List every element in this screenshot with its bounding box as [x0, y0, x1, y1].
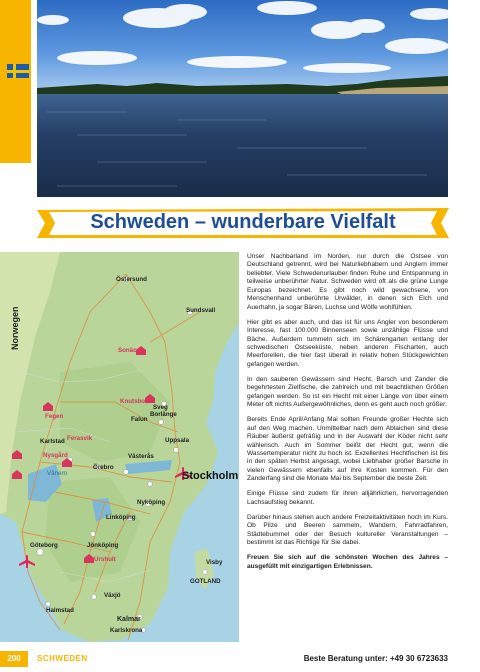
sweden-map [0, 252, 239, 642]
map-place-label: Örebro [93, 464, 114, 471]
title-banner [37, 208, 449, 238]
paragraph: Einige Flüsse sind zudem für ihren alljährlichen, hervorragenden Lachsaufstieg bekannt. [247, 490, 448, 506]
map-place-label: Borlänge [150, 411, 177, 418]
map-place-label: Sveg [153, 404, 168, 411]
page-footer [0, 651, 480, 667]
map-place-label: Västerås [128, 453, 154, 460]
paragraph: Unser Nachbarland im Norden, nur durch die Ostsee von Deutschland getrennt, wird bei Naturliebhabern und Anglern immer beliebter. Viele Schwedenurlauber finden Ruhe und Entspannung in teilweise unberührter Natur. Schweden wird oft als die grüne Lunge Europas bezeichnet. Es gibt noch wild gewachsene, von Menschenhand unberührte Urwälder, in denen sich Elch und Auerhahn, ja sogar Bären, Luchse und Wölfe wohlfühlen. [247, 253, 448, 311]
paragraph: Hier gibt es aber auch, und das ist für uns Angler von besonderem Interesse, fast 100.000 Binnenseen sowie unzählige Flüsse und Bäche. Außerdem tummeln sich im Schärengarten entlang der schwedischen Ostseeküste, neben anderen Fischarten, auch Meerforellen, die hier fast überall in relativ hohen Stückgewichten gefangen werden. [247, 318, 448, 368]
lake-photo [37, 0, 448, 197]
map-place-label: Karlskrona [110, 627, 143, 634]
map-place-label: Knutsbo [120, 398, 146, 405]
map-place-label: Sonäo [118, 347, 137, 354]
map-place-label: Östersund [116, 276, 147, 283]
map-place-label: Växjö [104, 592, 121, 599]
article-text [247, 253, 448, 577]
map-place-label-capital: Stockholm [182, 470, 239, 482]
page-number: 200 [0, 651, 28, 667]
section-tab-label: SCHWEDEN [5, 80, 17, 154]
map-place-label: Uppsala [165, 437, 190, 444]
map-place-label: Linköping [106, 514, 136, 521]
footer-section-label: SCHWEDEN [37, 654, 88, 663]
footer-contact: Beste Beratung unter: +49 30 6723633 [303, 654, 448, 663]
map-place-label: Falun [131, 416, 148, 423]
paragraph: In den sauberen Gewässern sind Hecht, Barsch und Zander die begehrtesten Zielfische, die zahlreich und mit beachtlichen Größen gefangen werden. So ist ein Hecht mit einer Länge von über einem Meter oft nichts Außergewöhnliches, denn es geht auch noch größer. [247, 375, 448, 409]
map-place-label: Jönköping [87, 542, 119, 549]
map-place-label: Nysgård [43, 452, 68, 459]
map-place-label: Halmstad [46, 607, 74, 614]
map-place-label: Göteborg [30, 542, 58, 549]
map-lake-label: Vänern [47, 470, 67, 477]
map-place-label: Karlstad [40, 438, 65, 445]
page-title: Schweden – wunderbare Vielfalt [90, 211, 396, 233]
paragraph: Darüber hinaus stehen auch andere Freizeitaktivitäten hoch im Kurs. Ob Pilze und Beeren sammeln, Wandern, Fahrradfahren, Städtebummel oder der Besuch kultureller Veranstaltungen – bestimmt ist das Richtige für Sie dabei. [247, 513, 448, 547]
map-place-label: Visby [206, 559, 223, 566]
closing-paragraph: Freuen Sie sich auf die schönsten Wochen des Jahres – ausgefüllt mit einzigartigen Erlebnissen. [247, 554, 448, 570]
map-place-label: Fegen [45, 413, 64, 420]
sweden-flag-icon [7, 64, 29, 78]
map-place-label: GOTLAND [190, 578, 221, 585]
map-place-label: Kalmar [117, 616, 141, 623]
map-place-label: Nyköping [137, 499, 166, 506]
norway-label: Norwegen [10, 306, 20, 350]
map-place-label: Sundsvall [186, 307, 216, 314]
map-place-label: Urshult [94, 556, 116, 563]
map-place-label: Ferasvik [67, 435, 93, 442]
paragraph: Bereits Ende April/Anfang Mai sollten Freunde großer Hechte sich auf den Weg machen. Unmittelbar nach dem Ablaichen sind diese Räuber äußerst gefräßig und in der Auswahl der Köder nicht sehr wählerisch. Auch im Sommer beißt der Hecht gut, wenn die Wassertemperatur nicht zu hoch ist. Exzellentes Hechtfischen ist bis in den späten Herbst angesagt, wobei Liebhaber großer Barsche in vielen Gewässern ebenfalls auf ihre Kosten kommen. Für den Zanderfang sind die Monate Mai bis September die beste Zeit. [247, 416, 448, 483]
